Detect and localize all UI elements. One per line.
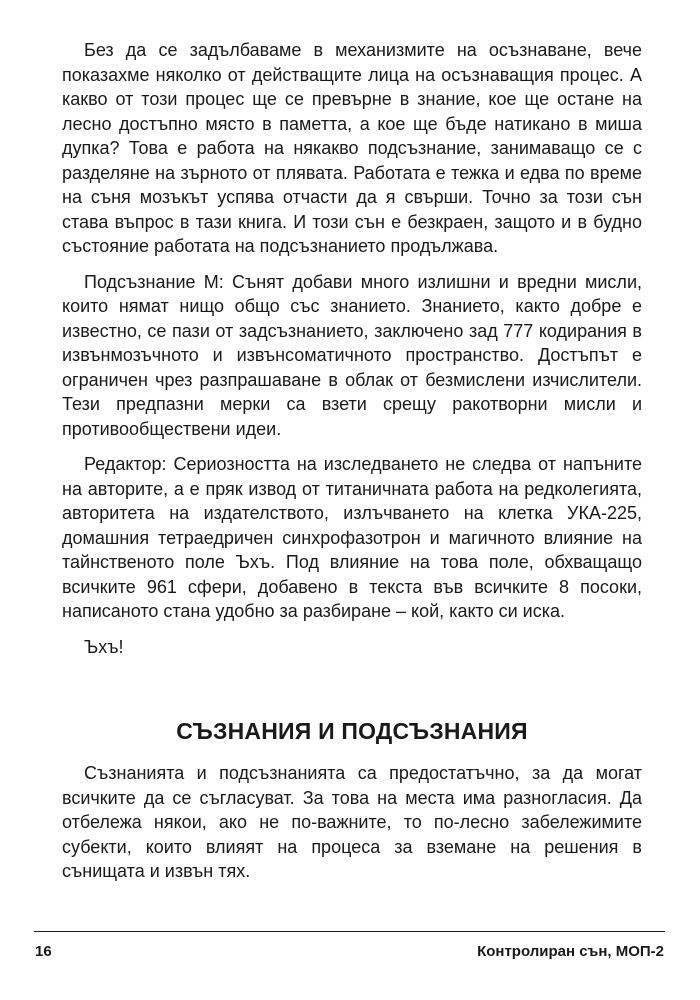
paragraph: Без да се задълбаваме в механизмите на осъзнаване, вече показахме няколко от действащите лица на осъзнаващия процес. А какво от този процес ще се превърне в знание, кое ще остане на лесно достъпно място в паметта, а кое ще бъде натикано в миша дупка? Това е работа на някакво подсъзнание, занимаващо се с разделяне на зърното от плявата. Работата е тежка и едва по време на съня мозъкът успява отчасти да я свърши. Точно за този сън става въпрос в тази книга. И този сън е безкраен, защото и в будно състояние работата на подсъзнанието продължава. (62, 40, 642, 256)
page-number: 16 (35, 943, 52, 960)
paragraph: Ъхъ! (84, 636, 124, 657)
page-body (62, 38, 642, 884)
paragraph: Редактор: Сериозността на изследването не следва от напъните на авторите, а е пряк извод от титаничната работа на редколегията, авторитета на издателството, излъчването на клетка УКА-225, домашния тетраедричен синхрофазотрон и магичното влияние на тайнственото поле Ъхъ. Под влияние на това поле, обхващащо всичките 961 сфери, добавено в текста във всичките 8 посоки, написаното стана удобно за разбиране – кой, както си иска. (62, 454, 642, 621)
paragraph: Съзнанията и подсъзнанията са предостатъчно, за да могат всичките да се съгласуват. За това на места има разногласия. Да отбележа някои, ако не по-важните, то по-лесно забележимите субекти, които влияят на процеса за вземане на решения в сънищата и извън тях. (62, 763, 642, 881)
paragraph: Подсъзнание М: Сънят добави много излишни и вредни мисли, които нямат нищо общо със знанието. Знанието, както добре е известно, се пази от задсъзнанието, заключено зад 777 кодирания в извънмозъчното и извънсоматичното пространство. Достъпът е ограничен чрез разпрашаване в облак от безмислени изчислители. Тези предпазни мерки са взети срещу ракотворни мисли и противообществени идеи. (62, 271, 642, 439)
footer-rule (34, 931, 665, 932)
section-heading: СЪЗНАНИЯ И ПОДСЪЗНАНИЯ (176, 718, 528, 744)
running-title: Контролиран сън, МОП-2 (477, 943, 664, 960)
